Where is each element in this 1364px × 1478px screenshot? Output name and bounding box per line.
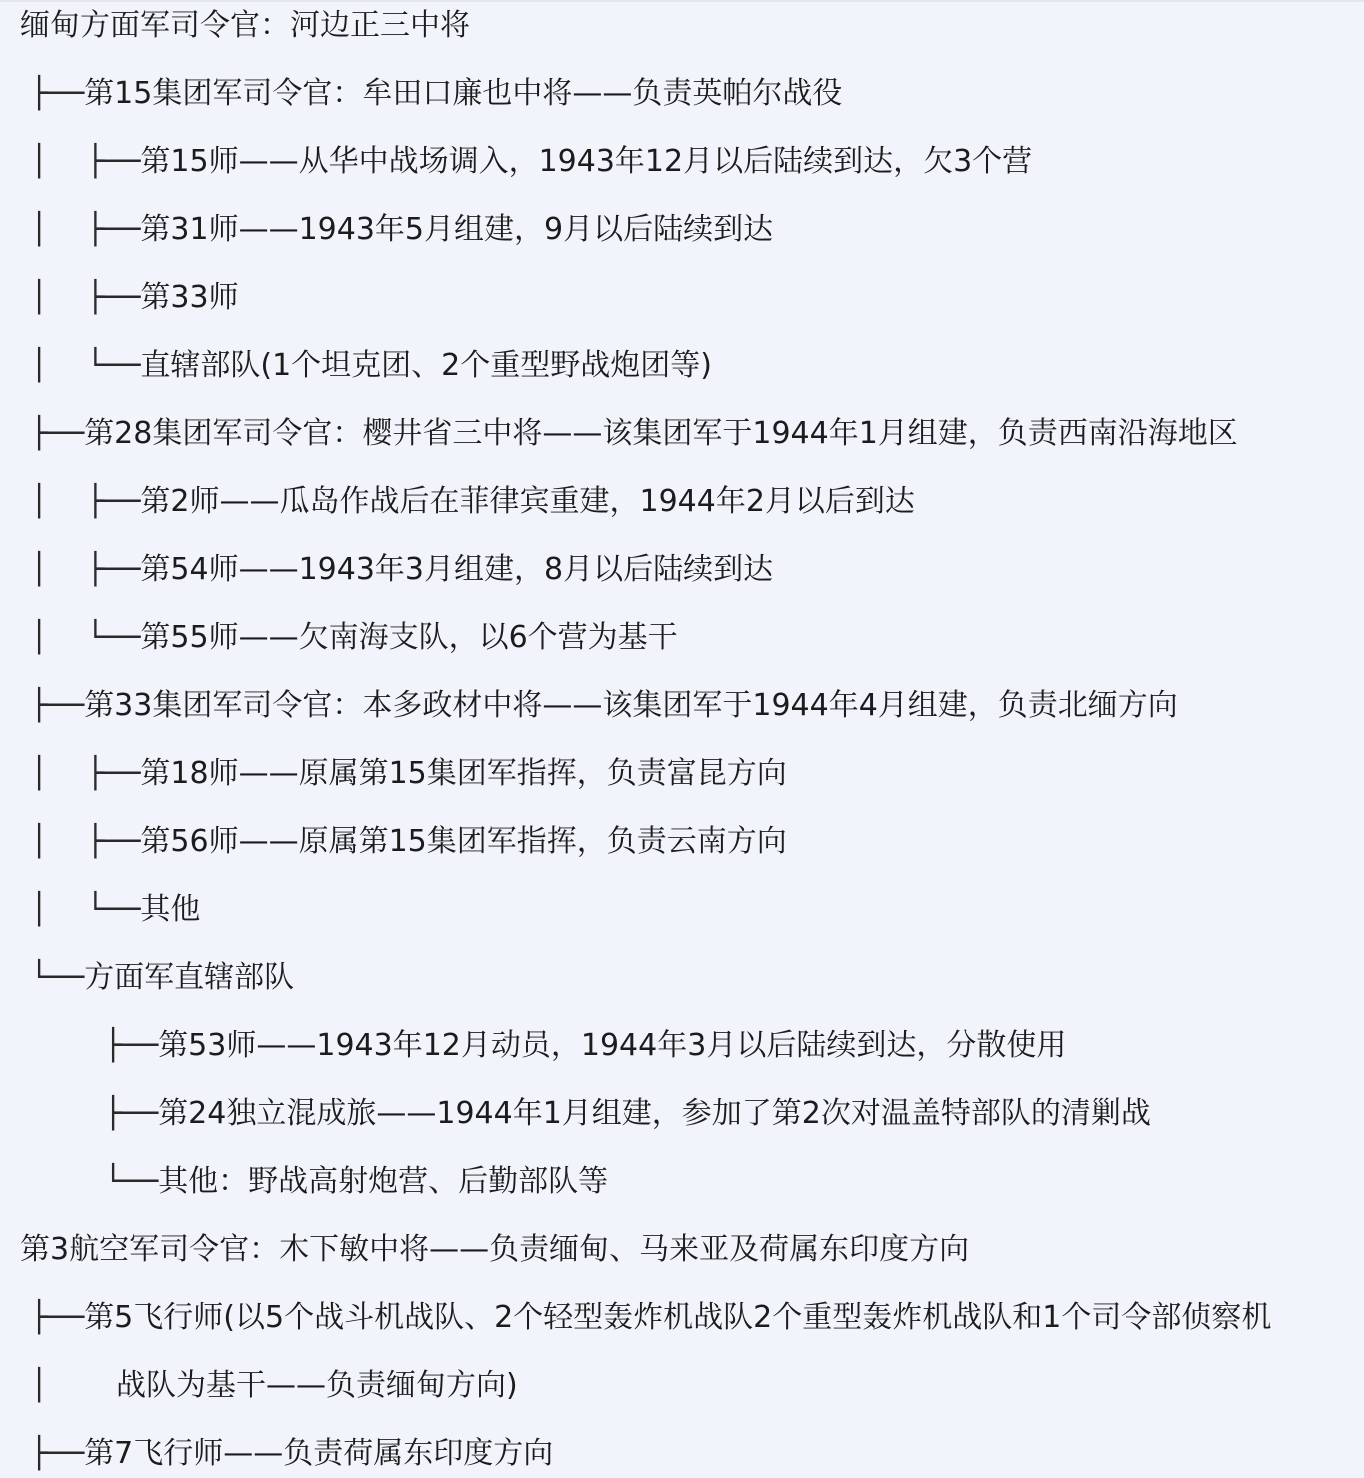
tree-connector: ├── bbox=[30, 1436, 85, 1471]
tree-line-text: 缅甸方面军司令官：河边正三中将 bbox=[20, 8, 470, 43]
tree-line-others-direct bbox=[104, 1162, 608, 1202]
tree-line-text: 第3航空军司令官：木下敏中将——负责缅甸、马来亚及荷属东印度方向 bbox=[20, 1232, 970, 1267]
tree-line-root-air-army-3 bbox=[20, 1230, 969, 1270]
tree-line-air-division-5-cont bbox=[30, 1366, 518, 1406]
tree-line-division-2 bbox=[30, 482, 915, 522]
tree-line-text: 第7飞行师——负责荷属东印度方向 bbox=[84, 1436, 554, 1471]
tree-line-root-burma bbox=[20, 6, 470, 46]
tree-connector: │ ├── bbox=[30, 484, 141, 519]
tree-connector: ├── bbox=[30, 416, 85, 451]
tree-line-text: 第18师——原属第15集团军指挥，负责富昆方向 bbox=[140, 756, 787, 791]
tree-connector: ├── bbox=[30, 688, 85, 723]
tree-line-text: 第15集团军司令官：牟田口廉也中将——负责英帕尔战役 bbox=[84, 76, 843, 111]
tree-connector: │ ├── bbox=[30, 144, 141, 179]
tree-line-text: 第24独立混成旅——1944年1月组建，参加了第2次对温盖特部队的清剿战 bbox=[158, 1096, 1151, 1131]
tree-connector: │ ├── bbox=[30, 280, 141, 315]
tree-connector: │ ├── bbox=[30, 212, 141, 247]
tree-line-text: 第31师——1943年5月组建，9月以后陆续到达 bbox=[140, 212, 774, 247]
tree-connector: ├── bbox=[30, 76, 85, 111]
tree-connector: ├── bbox=[30, 1300, 85, 1335]
tree-line-division-31 bbox=[30, 210, 773, 250]
tree-connector: │ ├── bbox=[30, 552, 141, 587]
tree-line-text: 第56师——原属第15集团军指挥，负责云南方向 bbox=[140, 824, 787, 859]
tree-line-text: 其他：野战高射炮营、后勤部队等 bbox=[158, 1164, 609, 1199]
tree-line-text: 战队为基干——负责缅甸方向) bbox=[116, 1368, 518, 1403]
tree-line-air-division-7 bbox=[30, 1434, 553, 1474]
tree-line-text: 第33集团军司令官：本多政材中将——该集团军于1944年4月组建，负责北缅方向 bbox=[84, 688, 1178, 723]
tree-line-division-18 bbox=[30, 754, 787, 794]
tree-line-brigade-24 bbox=[104, 1094, 1151, 1134]
tree-line-others-33 bbox=[30, 890, 200, 930]
tree-line-direct-units-area-army bbox=[30, 958, 294, 998]
tree-line-division-54 bbox=[30, 550, 773, 590]
tree-line-text: 第53师——1943年12月动员，1944年3月以后陆续到达，分散使用 bbox=[158, 1028, 1067, 1063]
tree-line-text: 第2师——瓜岛作战后在菲律宾重建，1944年2月以后到达 bbox=[140, 484, 915, 519]
tree-line-text: 第54师——1943年3月组建，8月以后陆续到达 bbox=[140, 552, 774, 587]
tree-line-division-33 bbox=[30, 278, 239, 318]
tree-connector: │ └── bbox=[30, 892, 141, 927]
tree-line-text: 第15师——从华中战场调入，1943年12月以后陆续到达，欠3个营 bbox=[140, 144, 1033, 179]
tree-line-text: 直辖部队(1个坦克团、2个重型野战炮团等) bbox=[140, 348, 712, 383]
tree-connector: └── bbox=[104, 1164, 159, 1199]
tree-line-army-33 bbox=[30, 686, 1178, 726]
tree-line-air-division-5 bbox=[30, 1298, 1271, 1338]
tree-line-army-28 bbox=[30, 414, 1238, 454]
tree-connector: │ └── bbox=[30, 348, 141, 383]
tree-line-direct-units-15 bbox=[30, 346, 712, 386]
tree-line-text: 第33师 bbox=[140, 280, 239, 315]
tree-line-text: 第28集团军司令官：樱井省三中将——该集团军于1944年1月组建，负责西南沿海地区 bbox=[84, 416, 1238, 451]
tree-line-text: 其他 bbox=[140, 892, 201, 927]
tree-line-division-55 bbox=[30, 618, 678, 658]
tree-line-division-15 bbox=[30, 142, 1032, 182]
tree-connector: │ └── bbox=[30, 620, 141, 655]
tree-connector: │ ├── bbox=[30, 824, 141, 859]
tree-line-army-15 bbox=[30, 74, 842, 114]
tree-connector: ├── bbox=[104, 1028, 159, 1063]
tree-line-text: 第5飞行师(以5个战斗机战队、2个轻型轰炸机战队2个重型轰炸机战队和1个司令部侦察机 bbox=[84, 1300, 1272, 1335]
tree-connector: ├── bbox=[104, 1096, 159, 1131]
tree-line-division-53 bbox=[104, 1026, 1066, 1066]
tree-connector: │ ├── bbox=[30, 756, 141, 791]
tree-connector: └── bbox=[30, 960, 85, 995]
tree-connector: │ bbox=[30, 1368, 49, 1403]
tree-line-text: 第55师——欠南海支队，以6个营为基干 bbox=[140, 620, 678, 655]
tree-line-division-56 bbox=[30, 822, 787, 862]
tree-line-text: 方面军直辖部队 bbox=[84, 960, 295, 995]
